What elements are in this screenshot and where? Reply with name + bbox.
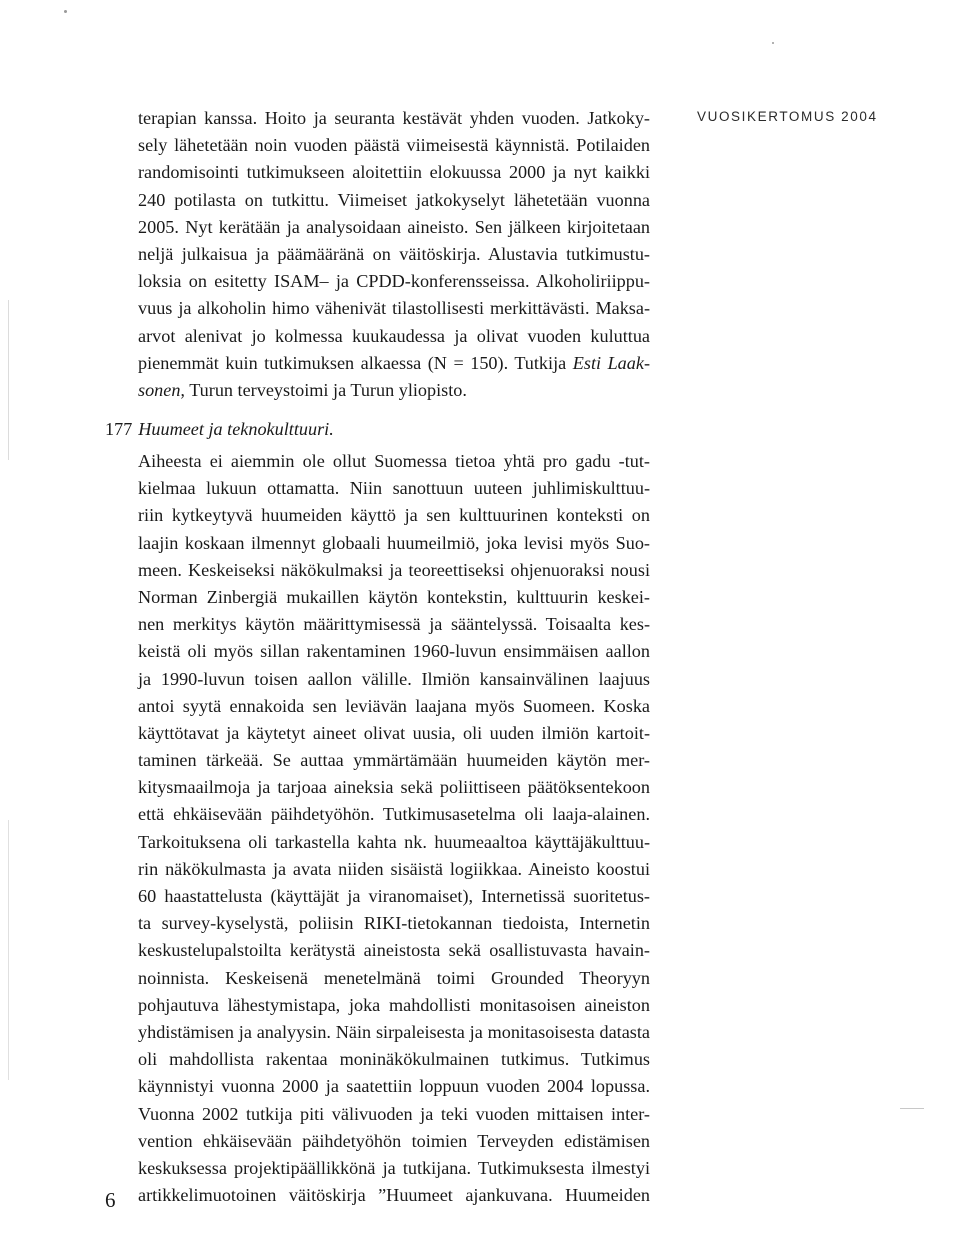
text-line: nen merkitys käytön määrittymisessä ja sääntelyssä. Toisaalta kes-: [138, 614, 650, 635]
author-name-cont: sonen,: [138, 379, 185, 400]
text-line: kielmaa lukuun ottamatta. Niin sanottuun uuteen juhlimiskulttuu-: [138, 478, 650, 499]
text-line: neljä julkaisua ja päämääränä on väitöskirja. Alustavia tutkimustu-: [138, 243, 650, 264]
text-line: noinnista. Keskeisenä menetelmänä toimi Grounded Theoryyn: [138, 967, 650, 988]
text-line: keistä oli myös sillan rakentaminen 1960-luvun ensimmäisen aallon: [138, 641, 650, 662]
scan-mark: [8, 820, 9, 1080]
text-line: randomisointi tutkimukseen aloitettiin elokuussa 2000 ja nyt kaikki: [138, 162, 650, 183]
text-line: Tarkoituksena oli tarkastella kahta nk. huumeaaltoa käyttäjäkulttuu-: [138, 831, 650, 852]
text-line: käyttötavat ja käytetyt aineet olivat uusia, oli uuden ilmiön kartoit-: [138, 722, 650, 743]
running-header: VUOSIKERTOMUS 2004: [697, 109, 878, 124]
entry-heading: [105, 416, 334, 443]
text-line: ta survey-kyselystä, poliisin RIKI-tietokannan tiedoista, Internetin: [138, 913, 650, 934]
text-line: oli mahdollista rakentaa moninäkökulmainen tutkimus. Tutkimus: [138, 1049, 650, 1070]
text-line: 2005. Nyt kerätään ja analysoidaan aineisto. Sen jälkeen kirjoitetaan: [138, 216, 650, 237]
text-line-start: pienemmät kuin tutkimuksen alkaessa (N = 150). Tutkija: [138, 352, 567, 373]
text-line: riin kytkeytyvä huumeiden käyttö ja sen kulttuurinen konteksti on: [138, 505, 650, 526]
text-line: artikkelimuotoinen väitöskirja ”Huumeet ajankuvana. Huumeiden: [138, 1185, 650, 1206]
text-line: ja 1990-luvun toisen aallon välille. Ilmiön kansainvälinen laajuus: [138, 668, 650, 689]
text-line: rin näkökulmasta ja avata niiden sisäistä logiikkaa. Aineisto koostui: [138, 858, 650, 879]
author-name: Esti Laak-: [572, 352, 650, 373]
text-line: keskustelupalstoilta kerätystä aineistosta sekä osallistuvasta havain-: [138, 940, 650, 961]
text-line: Norman Zinbergiä mukaillen käytön kontekstin, kulttuurin keskei-: [138, 586, 650, 607]
text-line: 240 potilasta on tutkittu. Viimeiset jatkokyselyt lähetetään vuonna: [138, 189, 650, 210]
text-line: 60 haastattelusta (käyttäjät ja viranomaiset), Internetissä suoritetus-: [138, 886, 650, 906]
paragraph-continued: [138, 105, 650, 404]
entry-number: 177: [105, 419, 133, 439]
scan-mark: [900, 1108, 924, 1109]
page-number: 6: [105, 1188, 116, 1212]
text-line: vuus ja alkoholin himo vähenivät tilastollisesti merkittävästi. Maksa-: [138, 298, 650, 319]
text-line: laajin koskaan ilmennyt globaali huumeilmiö, joka levisi myös Suo-: [138, 532, 650, 553]
affiliation: Turun terveystoimi ja Turun yliopisto.: [184, 379, 467, 400]
text-line: loksia on esitetty ISAM– ja CPDD-konferensseissa. Alkoholiriippu-: [138, 271, 650, 292]
entry-title: Huumeet ja teknokulttuuri.: [138, 419, 334, 439]
text-line: pohjautuva lähestymistapa, joka mahdollisti monitasoisen aineiston: [138, 994, 650, 1015]
text-line: Aiheesta ei aiemmin ole ollut Suomessa tietoa yhtä pro gadu -tut-: [138, 451, 650, 471]
text-line: meen. Keskeiseksi näkökulmaksi ja teoreettiseksi ohjenuoraksi nousi: [138, 559, 650, 580]
text-line: kitysmaailmoja ja tarjoaa aineksia sekä poliittiseen päätöksentekoon: [138, 777, 650, 798]
text-line: antoi syytä ennakoida sen leviävän laajana myös Suomeen. Koska: [138, 695, 650, 716]
text-line: taminen tärkeää. Se auttaa ymmärtämään huumeiden käytön mer-: [138, 750, 650, 771]
text-line: Vuonna 2002 tutkija piti välivuoden ja teki vuoden mittaisen inter-: [138, 1103, 650, 1124]
scan-mark: [8, 300, 9, 460]
text-line: että ehkäisevään päihdetyöhön. Tutkimusasetelma oli laaja-alainen.: [138, 804, 650, 825]
text-line: käynnistyi vuonna 2000 ja saatettiin loppuun vuoden 2004 lopussa.: [138, 1076, 650, 1097]
text-line: sely lähetetään noin vuoden päästä viimeisestä käynnistä. Potilaiden: [138, 135, 650, 156]
text-line: terapian kanssa. Hoito ja seuranta kestävät yhden vuoden. Jatkoky-: [138, 108, 650, 128]
text-line: yhdistämisen ja analyysin. Näin sirpaleisesta ja monitasoisesta datasta: [138, 1021, 650, 1042]
entry-body: [138, 448, 650, 1209]
text-line: vention ehkäisevään päihdetyöhön toimien Terveyden edistämisen: [138, 1130, 650, 1151]
text-line: arvot alenivat jo kolmessa kuukaudessa ja olivat vuoden kuluttua: [138, 325, 650, 346]
text-line: [138, 350, 650, 377]
scan-mark: [64, 10, 67, 13]
scan-mark: [772, 42, 774, 44]
text-line: keskuksessa projektipäällikkönä ja tutkijana. Tutkimuksesta ilmestyi: [138, 1157, 650, 1178]
text-line: [138, 377, 650, 404]
